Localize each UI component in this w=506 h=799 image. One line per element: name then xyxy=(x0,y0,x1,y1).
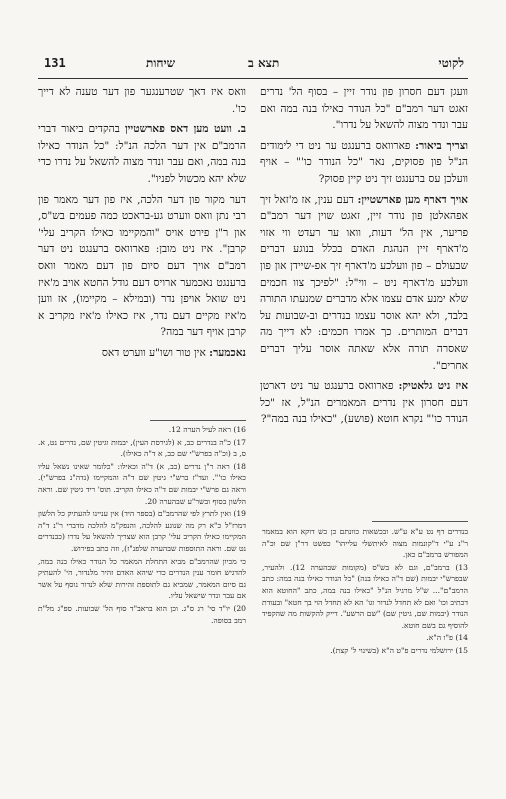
paragraph-lead: ב. וועט מען דאס פארשטיין xyxy=(124,123,246,136)
right-column xyxy=(260,84,468,432)
footnote: 15) ירושלמי נדרים פ"ט ה"א (בשינוי ל' קצת). xyxy=(330,645,468,655)
header-section: שיחות xyxy=(146,56,176,70)
footnote: 18) ראה ר"ן נדרים (כב, א) ד"ה וכאילו: "כלומר שאינו נשאל עליו כאילו כו'". ועד"ז ברש"י גיטין שם ד"ה והמקיימו (נדה"נ בפרש"י). וראה גם פרש"י יבמות שם ד"ה כאילו הקריב. תוס' ריד גיטין שם. וראה הלשון בסוף ובשר"ע שבהערה 20. xyxy=(38,461,246,506)
footnote: 20) יו"ד סי' רג ס"ג. וכן הוא בראב"ד סוף הל' שבועות. ספ"ג מל"ת רמב בסופה. xyxy=(38,603,246,625)
footnote: 17) כ"ה בנדרים כב, א (לגירסת העין), יבמות וגיטין שם, נדרים נט, א. ס, ב (וכ"ה בפרש"י שם כב, א ד"ה כאילו). xyxy=(38,437,246,459)
footnote: 16) ראה לעיל הערה 12. xyxy=(168,425,246,434)
running-header xyxy=(38,56,468,74)
paragraph: איז ניט גלאטיק: פארוואס ברענגט ער ניט דארטן דעם חסרון אין נדרים המאמרים הנ"ל, אז "כל הנודר כו'" נקרא חוטא (פושע), "כאילו בנה במה"? xyxy=(260,380,469,426)
paragraph-lead: וצריך ביאור: xyxy=(415,139,468,152)
header-rule xyxy=(38,78,468,79)
footnote-separator xyxy=(372,521,468,522)
footnote: בנדרים דף נט ע"א ע"ש. ובכשאות כוונתם כן כש דוקא הוא במאמר ר"נ ע"י ד"קונמות מצוה לאיתשלי עלייהו" כפשט דר"ן שם וכ"ה המפורש ברמב"ם כאן. xyxy=(262,527,468,560)
footnote: 13) ברמב"ם, וגם לא בש"ס (מקומות שבהערה 12). ולהעיר, שבפרש"י יבמות (שם ד"ה כאילו בנה) "כל הנודר כאילו בנה במה: כתב הרמב"ם"... ש"ל מרגיל הנ"ל "כאילו בנה במה, כתב "החוטא הוא דכתיב וכו' ואם לא תחדל לנדור וגו' הא לא תחדל הוי בך חטא" ובעודת הנודר (יבמות שם, גיטין שם) "שם הרשע". דייק להקשות מה שהקפיד להוסיף גם בשם חוטא. xyxy=(262,562,468,630)
paragraph: וצריך ביאור: פארוואס ברענגט ער ניט די לימודים הנ"ל פון פסוקים, נאר "כל הנודר כו'" – אויף וועלכן עס ברענגט זיך ניט קיין פסוק? xyxy=(260,139,468,185)
footnote: 14) פ"ו ה"א. xyxy=(426,633,468,643)
header-book-title: לקוטי xyxy=(438,56,464,70)
footnote-separator xyxy=(150,420,246,421)
page-number: 131 xyxy=(44,56,66,70)
paragraph: אויך דארף מען פארשטיין: דעם ענין, אז מ'זאל זיך אפהאלטן פון נודר זיין, זאגט שוין דער רמב"ם פריער, אין הל' דעות, וואו ער רעדט ווי אזוי מ'דארף זיין הנהגת האדם בכלל בנוגע דברים שבעולם – פון וועלכע מ'דארף זיך אפ-שיידן און פון וועלכע מ'דארף ניט – ווי"ל: "לפיכך צוו חכמים שלא ימנע אדם עצמו אלא מדברים שמנעתו התורה בלבד, ולא יהא אוסר עצמו בנדרים וב-שבועות על דברים המותרים. כך אמרו חכמים: לא דייך מה שאסרה תורה אלא שאתה אוסר עליך דברים אחרים". xyxy=(260,193,468,372)
footnotes-left xyxy=(38,424,246,627)
paragraph: וואס איז דאך שטרענגער פון דער טענה לא דייך כו'. xyxy=(38,86,246,115)
left-column xyxy=(38,84,246,366)
paragraph-lead: אויך דארף מען פארשטיין: xyxy=(357,193,468,206)
footnotes-right xyxy=(262,526,468,658)
paragraph: דער מקור פון דער הלכה, איז פון דער מאמר פון רבי נתן וואס ווערט גע-בראכט כמה פעמים בש"ס, און ר"ן פירט אויס "והמקיימו כאילו הקריב עלי' קרבן". איז ניט מובן: פארוואס ברענגט ניט דער רמב"ם אויך דעם סיום פון דעם מאמר וואס ברענגט נאכמער ארויס דעם גודל החטא אויב מ'איז ניט שואל אויפן נדר (ובמילא – מקיימו), אז ווען מ'איז מקיים דעם נדר, איז כאילו מ'איז מקריב א קרבן אויף דער במה? xyxy=(38,193,246,339)
paragraph: וועגן דעם חסרון פון נודר זיין – בסוף הל' נדרים זאגט דער רמב"ם "כל הנודר כאילו בנה במה ואם עבר ונדר מצוה להשאל על נדרו". xyxy=(260,86,468,132)
paragraph-lead: איז ניט גלאטיק: xyxy=(398,380,469,393)
paragraph-lead: נאכמער: xyxy=(209,346,246,359)
footnote: כי מכיון שהרמב"ם מביא התחלת המאמר כל הנודר כאילו בנה במה, להדגיש חומר ענין הנדרים כדי שיהא האדם זהיר מלנדור, הי' להעתיק גם סיום המאמר, שמביא גם לתוספת זהירות שלא לנדור נוסף על אשר אם עבר ונדר שישאל עליו. xyxy=(38,556,246,601)
paragraph: ב. וועט מען דאס פארשטיין בהקדים ביאור דברי הרמב"ם אין דער הלכה הנ"ל: "כל הנודר כאילו בנה במה, ואם עבר ונדר מצוה להשאל על נדרו כדי שלא יהא מכשול לפניו". xyxy=(38,123,246,185)
paragraph: נאכמער: אין טור ושו"ע ווערט דאס xyxy=(101,346,246,359)
header-portion: תצא ב xyxy=(248,56,280,70)
footnote: 19) ואין לתרץ לפי שהרמב"ם (בספר היד) אין עניינו להעתיק כל הלשון דמרז"ל כ"א רק מה שנוגע להלכה, והנפק"מ להלכה מדברי ר"נ ד"ה המקיימו כאילו הקריב עלי' קרבן הוא שצריך להשאל על נדרו (כבנדרים נט שם. וראה התוספות שבהערה שלפנ"ז), וזה כתב בפירוש. xyxy=(38,509,246,553)
